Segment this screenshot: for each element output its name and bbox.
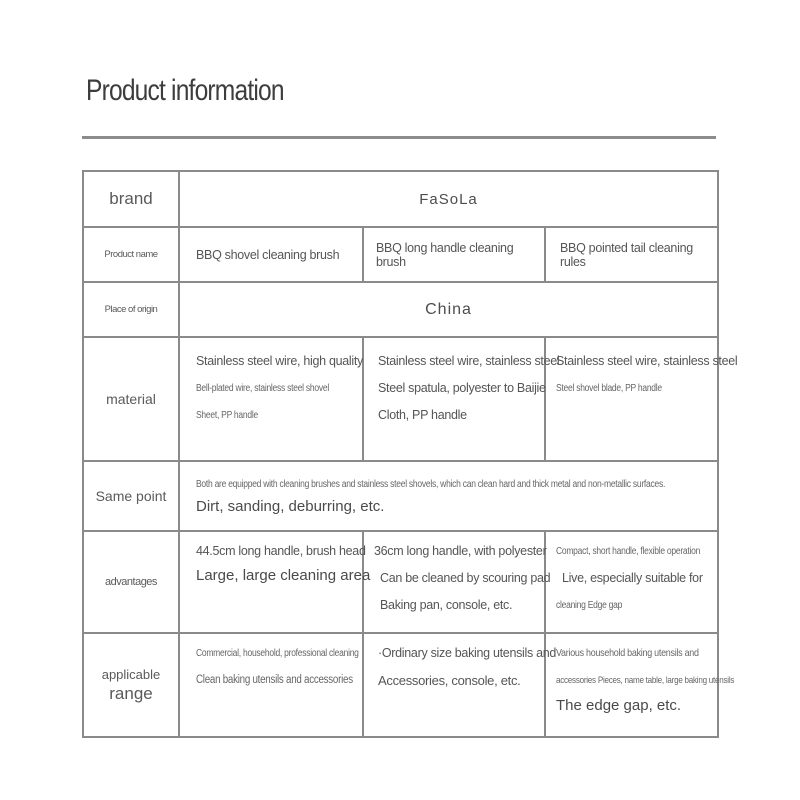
product-name-1: BBQ shovel cleaning brush — [196, 247, 340, 262]
advantage-2-line-3: Baking pan, console, etc. — [380, 598, 513, 612]
material-3-line-2: Steel shovel blade, PP handle — [556, 383, 662, 394]
material-1-line-2: Bell-plated wire, stainless steel shovel — [196, 383, 329, 394]
same-point-line-1: Both are equipped with cleaning brushes and stainless steel shovels, which can clean hard and thick metal and non-metallic surfaces. — [196, 479, 666, 490]
brand-value: FaSoLa — [179, 171, 718, 227]
range-3-line-2: accessories Pieces, name table, large baking utensils — [556, 675, 735, 686]
table-row-product-name — [83, 227, 718, 282]
label-material: material — [83, 337, 179, 461]
same-point-line-2: Dirt, sanding, deburring, etc. — [196, 498, 385, 515]
label-brand: brand — [83, 171, 179, 227]
advantage-2-line-1: 36cm long handle, with polyester — [374, 544, 547, 558]
range-1-line-1: Commercial, household, professional cleaning — [196, 648, 359, 659]
material-2-line-2: Steel spatula, polyester to Baijie — [378, 381, 546, 395]
title-divider — [82, 136, 716, 139]
table-row-range — [83, 633, 718, 737]
label-same-point: Same point — [83, 461, 179, 531]
product-name-3: BBQ pointed tail cleaning rules — [560, 240, 693, 269]
advantage-1-line-1: 44.5cm long handle, brush head — [196, 544, 366, 558]
table-row-same-point — [83, 461, 718, 531]
label-applicable: applicable — [101, 667, 161, 682]
range-3-line-1: Various household baking utensils and — [556, 647, 699, 659]
label-advantages: advantages — [83, 531, 179, 633]
range-2-line-2: Accessories, console, etc. — [378, 673, 521, 688]
advantage-3-line-1: Compact, short handle, flexible operation — [556, 546, 701, 557]
material-1-line-3: Sheet, PP handle — [196, 410, 258, 421]
product-info-table — [82, 170, 738, 738]
page-title: Product information — [86, 74, 284, 107]
advantage-2-line-2: Can be cleaned by scouring pad — [380, 571, 551, 585]
advantage-1-line-2: Large, large cleaning area — [196, 567, 371, 584]
table-row-origin — [83, 282, 718, 337]
label-product-name: Product name — [83, 227, 179, 282]
table-row-material — [83, 337, 718, 461]
material-1-line-1: Stainless steel wire, high quality — [196, 354, 363, 368]
material-2-line-3: Cloth, PP handle — [378, 408, 467, 422]
label-origin: Place of origin — [83, 282, 179, 337]
advantage-3-line-2: Live, especially suitable for — [562, 571, 703, 585]
label-range: range — [109, 684, 153, 703]
range-3-line-3: The edge gap, etc. — [556, 697, 682, 714]
table-row-brand — [83, 171, 718, 227]
range-2-line-1: ·Ordinary size baking utensils and — [378, 646, 557, 660]
table-row-advantages — [83, 531, 718, 633]
product-name-2: BBQ long handle cleaning brush — [376, 240, 514, 269]
material-2-line-1: Stainless steel wire, stainless steel — [378, 354, 560, 368]
origin-value: China — [179, 282, 718, 337]
advantage-3-line-3: cleaning Edge gap — [556, 600, 623, 611]
range-1-line-2: Clean baking utensils and accessories — [196, 674, 353, 686]
material-3-line-1: Stainless steel wire, stainless steel — [556, 354, 738, 368]
